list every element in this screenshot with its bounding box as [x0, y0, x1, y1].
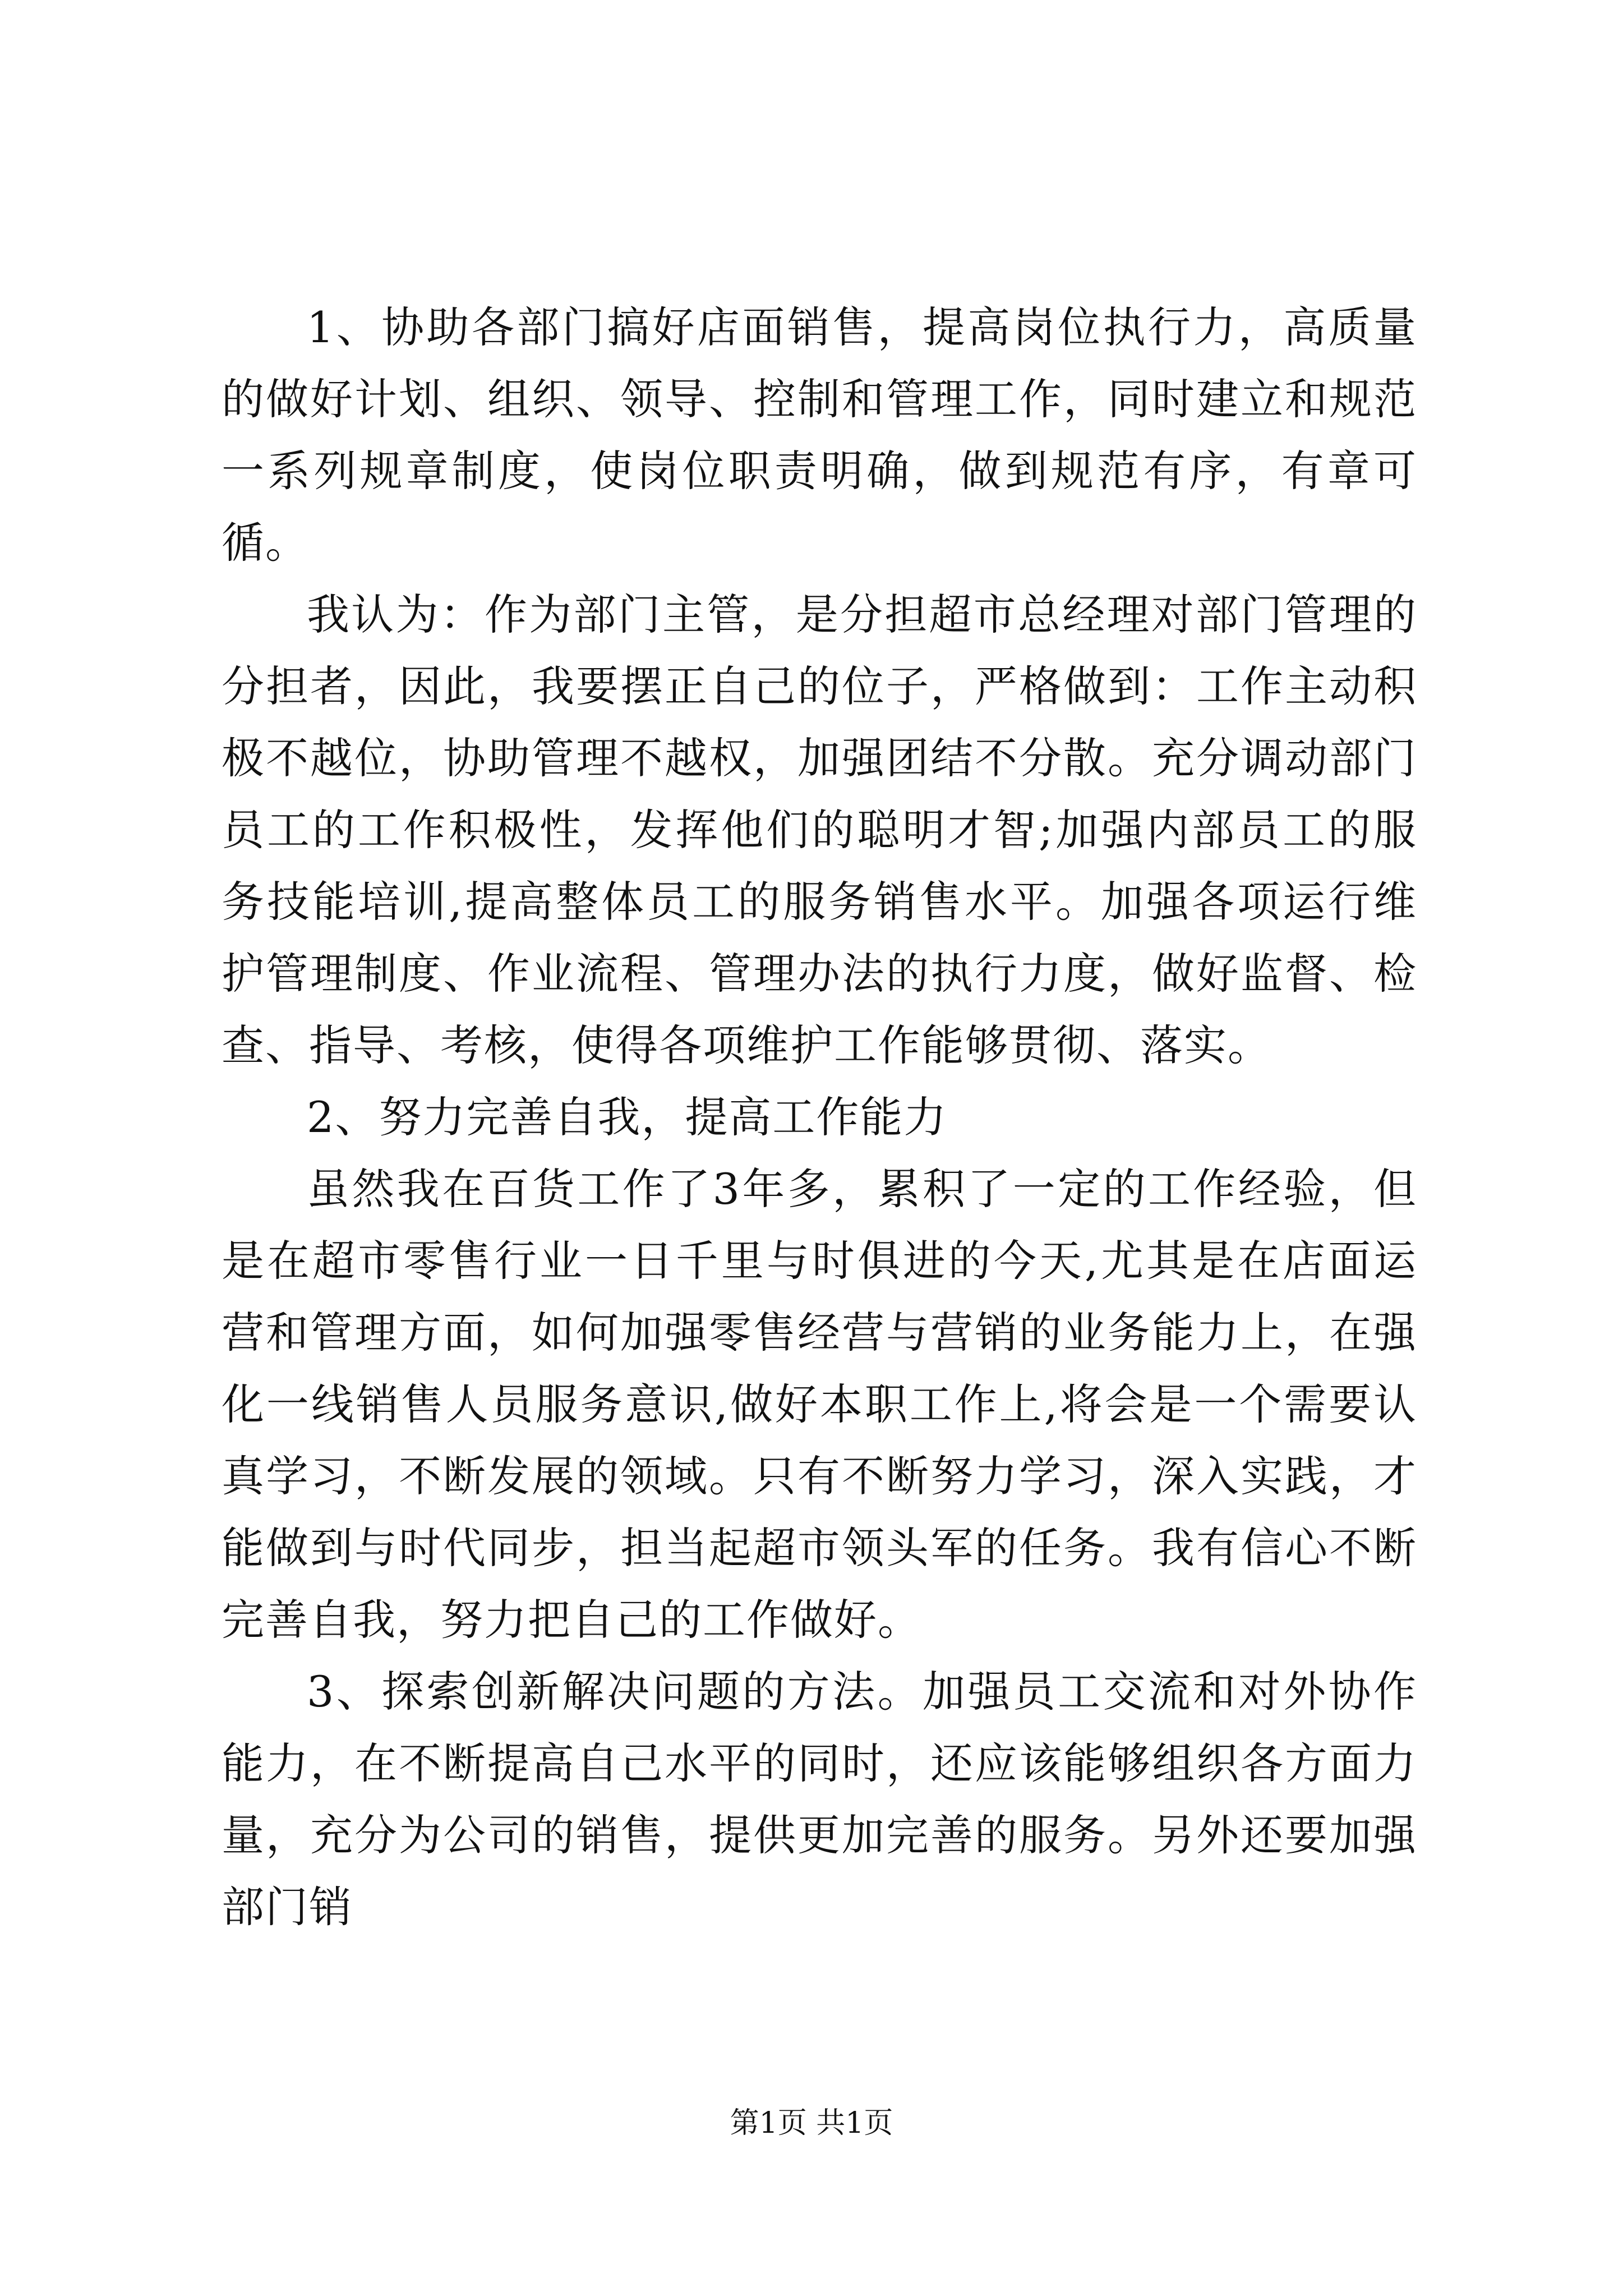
paragraph-3: 2、努力完善自我，提高工作能力	[307, 1092, 948, 1142]
paragraph-4: 虽然我在百货工作了3年多，累积了一定的工作经验，但是在超市零售行业一日千里与时俱进的今天,尤其是在店面运营和管理方面，如何加强零售经营与营销的业务能力上，在强化一线销售人员服务意识,做好本职工作上,将会是一个需要认真学习，不断发展的领域。只有不断努力学习，深入实践，才能做到与时代同步，担当起超市领头军的任务。我有信心不断完善自我，努力把自己的工作做好。	[222, 1164, 1417, 1645]
document-body	[222, 292, 1417, 1943]
paragraph-2: 我认为：作为部门主管，是分担超市总经理对部门管理的分担者，因此，我要摆正自己的位子，严格做到：工作主动积极不越位，协助管理不越权，加强团结不分散。充分调动部门员工的工作积极性，发挥他们的聪明才智;加强内部员工的服务技能培训,提高整体员工的服务销售水平。加强各项运行维护管理制度、作业流程、管理办法的执行力度，做好监督、检查、指导、考核，使得各项维护工作能够贯彻、落实。	[222, 590, 1417, 1070]
paragraph-1: 1、协助各部门搞好店面销售，提高岗位执行力，高质量的做好计划、组织、领导、控制和管理工作，同时建立和规范一系列规章制度，使岗位职责明确，做到规范有序，有章可循。	[222, 302, 1417, 568]
paragraph-5: 3、探索创新解决问题的方法。加强员工交流和对外协作能力，在不断提高自己水平的同时，还应该能够组织各方面力量，充分为公司的销售，提供更加完善的服务。另外还要加强部门销	[222, 1667, 1417, 1932]
page-footer: 第1页 共1页	[730, 2106, 893, 2140]
